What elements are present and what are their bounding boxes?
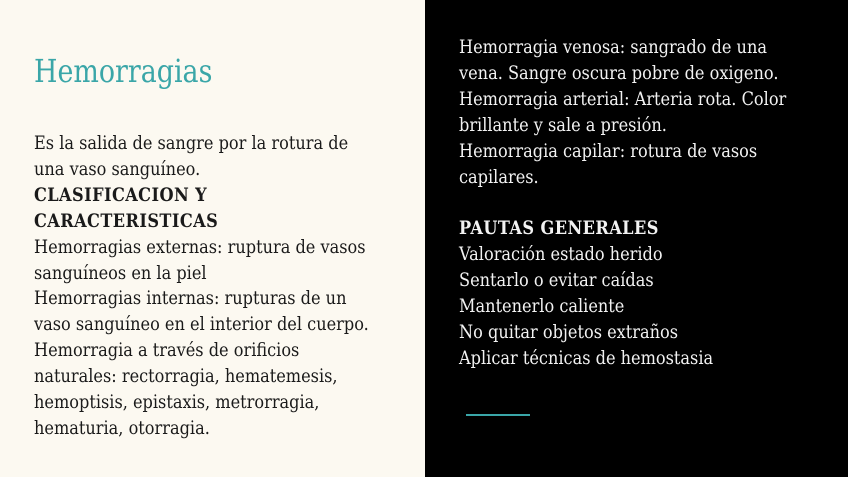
definition-line: una vaso sanguíneo. xyxy=(34,157,201,180)
accent-rule xyxy=(466,414,530,416)
hemorrhage-type-line: capilares. xyxy=(459,165,539,188)
right-text-body xyxy=(459,35,833,372)
hemorrhage-type-line: Hemorragia arterial: Arteria rota. Color xyxy=(459,87,787,110)
guidelines-heading: PAUTAS GENERALES xyxy=(459,217,659,240)
classification-item-line: Hemorragia a través de orificios xyxy=(34,339,300,362)
classification-item-line: Hemorragias internas: rupturas de un xyxy=(34,287,347,310)
guideline-item: Valoración estado herido xyxy=(459,243,663,266)
guideline-item: Mantenerlo caliente xyxy=(459,295,625,318)
classification-item-line: naturales: rectorragia, hematemesis, xyxy=(34,365,338,388)
classification-item-line: Hemorragias externas: ruptura de vasos xyxy=(34,235,366,258)
slide-title: Hemorragias xyxy=(34,52,213,90)
hemorrhage-type-line: brillante y sale a presión. xyxy=(459,113,667,136)
hemorrhage-type-line: Hemorragia capilar: rotura de vasos xyxy=(459,139,758,162)
guideline-item: Sentarlo o evitar caídas xyxy=(459,269,654,292)
classification-item-line: hematuria, otorragia. xyxy=(34,416,210,439)
classification-heading: CLASIFICACION Y xyxy=(34,183,208,206)
definition-line: Es la salida de sangre por la rotura de xyxy=(34,132,349,154)
left-text-body xyxy=(34,131,400,442)
classification-item-line: hemoptisis, epistaxis, metrorragia, xyxy=(34,391,320,414)
classification-item-line: vaso sanguíneo en el interior del cuerpo. xyxy=(34,313,369,336)
classification-item-line: sanguíneos en la piel xyxy=(34,261,207,284)
paragraph-gap xyxy=(459,190,833,216)
hemorrhage-type-line: Hemorragia venosa: sangrado de una xyxy=(459,36,767,58)
hemorrhage-type-line: vena. Sangre oscura pobre de oxigeno. xyxy=(459,61,779,84)
guideline-item: Aplicar técnicas de hemostasia xyxy=(459,346,714,369)
classification-heading: CARACTERISTICAS xyxy=(34,209,219,232)
guideline-item: No quitar objetos extraños xyxy=(459,320,679,343)
